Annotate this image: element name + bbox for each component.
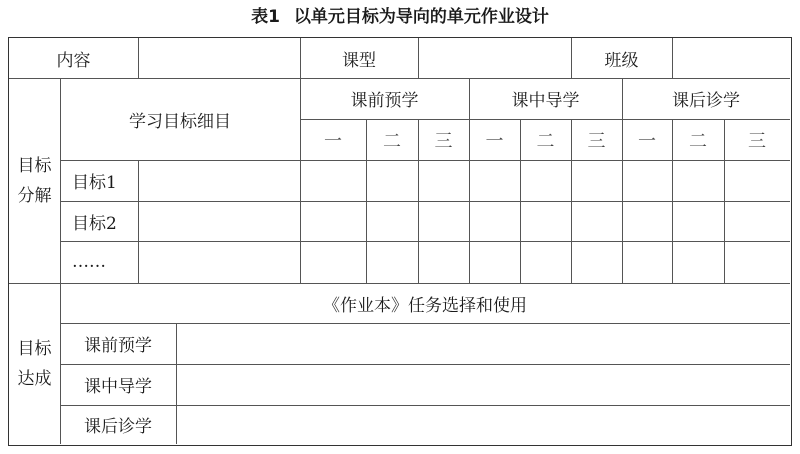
row-divider (60, 160, 790, 161)
workbook-task-header: 《作业本》任务选择和使用 (323, 295, 527, 316)
achievement-row-label: 课中导学 (84, 377, 152, 397)
achievement-row-label: 课后诊学 (84, 417, 152, 437)
lesson-type-label-cell: 课型 (342, 50, 376, 71)
achievement-row-label: 课前预学 (84, 336, 152, 356)
target-achievement-label (9, 283, 60, 444)
sub-item-header: 三 (748, 130, 766, 152)
learning-objective-detail-header: 学习目标细目 (129, 111, 231, 132)
column-divider (138, 38, 139, 78)
column-divider (176, 323, 177, 444)
row-divider (60, 241, 790, 242)
homework-design-table (8, 37, 792, 446)
table-caption-text: 以单元目标为导向的单元作业设计 (293, 7, 549, 27)
sub-item-header: 三 (587, 130, 606, 152)
target-achievement-label-line2: 达成 (17, 368, 52, 389)
objective-row-label: …… (72, 252, 106, 272)
column-divider (138, 160, 139, 283)
sub-item-header: 三 (434, 130, 453, 152)
target-achievement-label-line1: 目标 (17, 338, 52, 359)
phase-header-pre-class: 课前预学 (350, 91, 419, 111)
table-caption-number: 表1 (251, 7, 280, 27)
sub-item-header: 一 (638, 130, 656, 152)
sub-item-header: 二 (536, 130, 555, 152)
sub-item-header: 二 (689, 130, 707, 152)
target-breakdown-label-line2: 分解 (17, 185, 52, 206)
target-breakdown-label (9, 78, 60, 283)
phase-header-in-class: 课中导学 (511, 91, 580, 111)
objective-row-label: 目标2 (72, 213, 117, 234)
table-caption (0, 4, 800, 30)
row-divider (60, 201, 790, 202)
sub-item-header: 一 (485, 130, 504, 152)
objective-row-label: 目标1 (72, 173, 117, 193)
phase-header-post-class: 课后诊学 (672, 91, 740, 111)
target-breakdown-label-line1: 目标 (17, 155, 52, 176)
class-label-cell: 班级 (604, 50, 639, 71)
content-label-cell: 内容 (56, 50, 91, 71)
sub-item-header: 一 (324, 130, 342, 152)
sub-item-header: 二 (383, 130, 401, 152)
column-divider (418, 38, 419, 78)
column-divider (672, 38, 673, 78)
